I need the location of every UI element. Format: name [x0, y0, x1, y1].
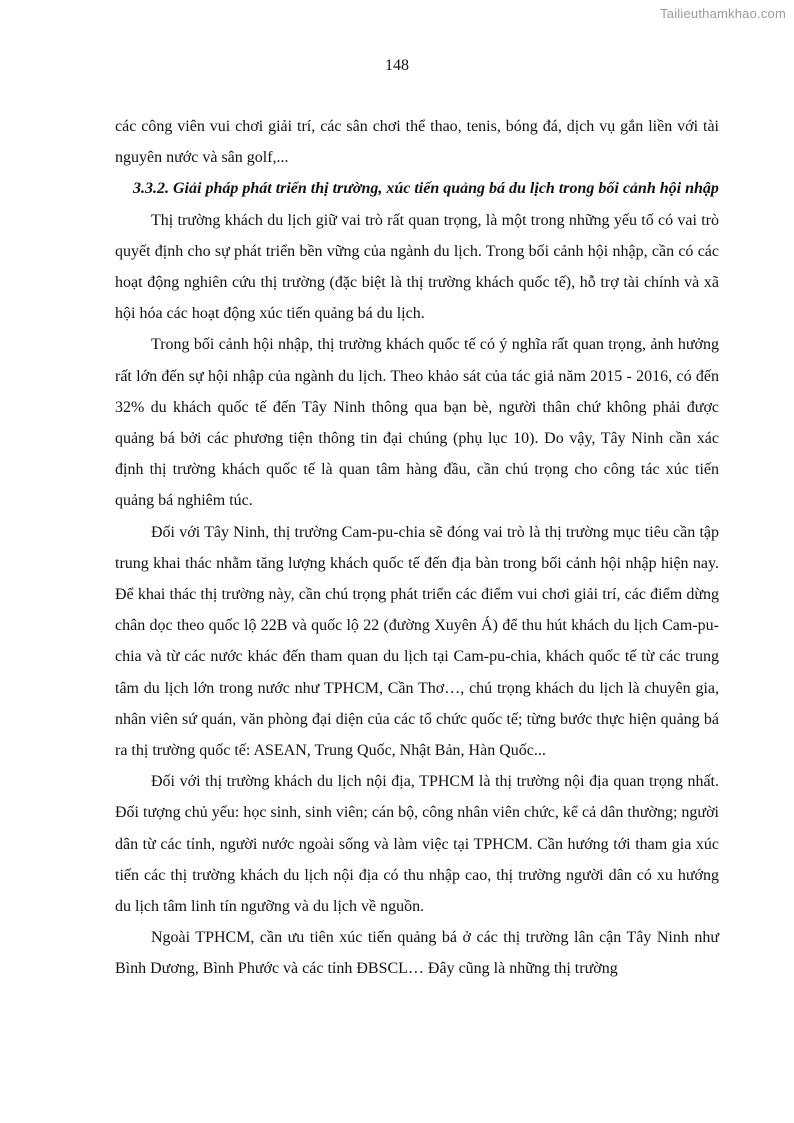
paragraph-neighboring-markets: Ngoài TPHCM, cần ưu tiên xúc tiến quảng bá ở các thị trường lân cận Tây Ninh như Bình Dương, Bình Phước và các tỉnh ĐBSCL… Đây cũng là những thị trường: [115, 929, 719, 978]
paragraph-market-role: Thị trường khách du lịch giữ vai trò rất quan trọng, là một trong những yếu tố có vai trò quyết định cho sự phát triển bền vững của ngành du lịch. Trong bối cảnh hội nhập, cần có các hoạt động nghiên cứu thị trường (đặc biệt là thị trường khách quốc tế), hỗ trợ tài chính và xã hội hóa các hoạt động xúc tiến quảng bá du lịch.: [115, 211, 719, 323]
paragraph-cambodia-market: Đối với Tây Ninh, thị trường Cam-pu-chia sẽ đóng vai trò là thị trường mục tiêu cần tập trung khai thác nhằm tăng lượng khách quốc tế đến địa bàn trong bối cảnh hội nhập hiện nay. Để khai thác thị trường này, cần chú trọng phát triển các điểm vui chơi giải trí, các điểm dừng chân dọc theo quốc lộ 22B và quốc lộ 22 (đường Xuyên Á) để thu hút khách du lịch Cam-pu-chia và từ các nước khác đến tham quan du lịch tại Cam-pu-chia, khách quốc tế từ các trung tâm du lịch lớn trong nước như TPHCM, Cần Thơ…, chú trọng khách du lịch là chuyên gia, nhân viên sứ quán, văn phòng đại diện của các tổ chức quốc tế; từng bước thực hiện quảng bá ra thị trường quốc tế: ASEAN, Trung Quốc, Nhật Bản, Hàn Quốc...: [115, 523, 719, 760]
watermark-text: Tailieuthamkhao.com: [660, 6, 786, 21]
paragraph-domestic-market: Đối với thị trường khách du lịch nội địa, TPHCM là thị trường nội địa quan trọng nhất. Đối tượng chủ yếu: học sinh, sinh viên; cán bộ, công nhân viên chức, kể cả dân thường; người dân từ các tỉnh, người nước ngoài sống và làm việc tại TPHCM. Cần hướng tới tham gia xúc tiến các thị trường khách du lịch nội địa có thu nhập cao, thị trường người dân có xu hướng du lịch tâm linh tín ngưỡng và du lịch về nguồn.: [115, 773, 719, 916]
document-body: [115, 111, 719, 985]
paragraph-international-market: Trong bối cảnh hội nhập, thị trường khách quốc tế có ý nghĩa rất quan trọng, ảnh hưởng rất lớn đến sự hội nhập của ngành du lịch. Theo khảo sát của tác giả năm 2015 - 2016, có đến 32% du khách quốc tế đến Tây Ninh thông qua bạn bè, người thân chứ không phải được quảng bá bởi các phương tiện thông tin đại chúng (phụ lục 10). Do vậy, Tây Ninh cần xác định thị trường khách quốc tế là quan tâm hàng đầu, cần chú trọng cho công tác xúc tiến quảng bá nghiêm túc.: [115, 336, 719, 510]
page-number: 148: [385, 57, 409, 74]
section-heading: 3.3.2. Giải pháp phát triển thị trường, xúc tiến quảng bá du lịch trong bối cảnh hội nhập: [133, 180, 719, 198]
intro-paragraph: các công viên vui chơi giải trí, các sân chơi thể thao, tenis, bóng đá, dịch vụ gắn liền với tài nguyên nước và sân golf,...: [115, 118, 719, 167]
